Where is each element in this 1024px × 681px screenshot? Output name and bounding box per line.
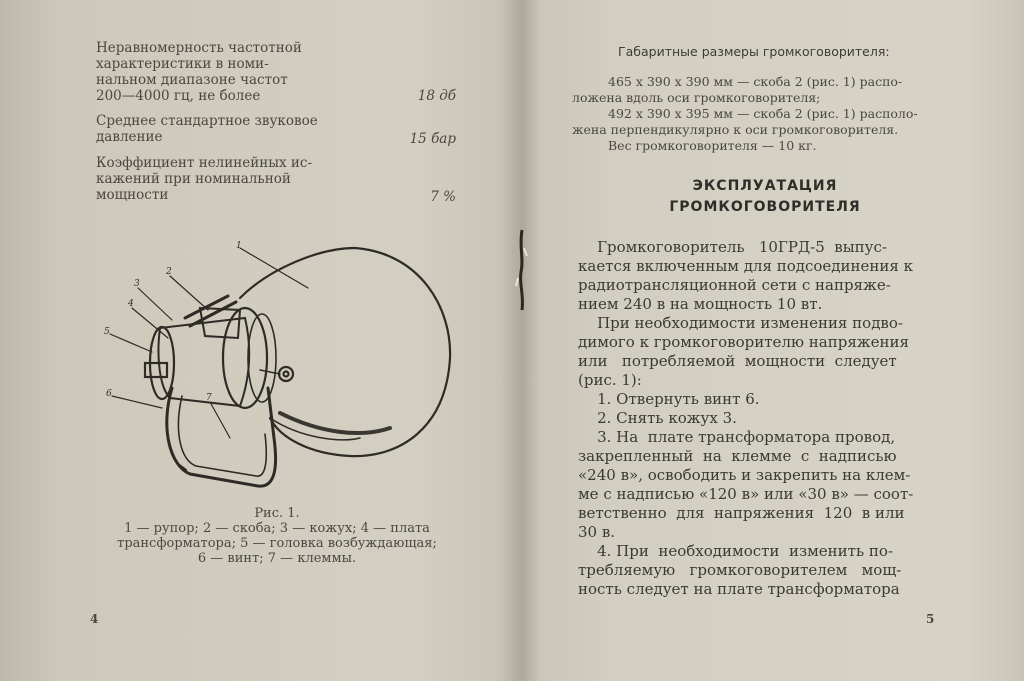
operation-instructions [578,238,944,599]
spec-distortion [96,155,456,205]
body-line: При необходимости изменения подво- [578,314,903,332]
body-line: димого к громкоговорителю напряжения [578,333,909,351]
callout-number: 1 [236,241,242,251]
body-line: «240 в», освободить и закрепить на клем- [578,466,911,484]
body-line: ность следует на плате трансформатора [578,580,900,598]
spec-value: 7 % [430,189,456,205]
dimensions-text [572,74,944,154]
callout-number: 6 [106,389,112,399]
spec-frequency-unevenness [96,40,456,104]
caption-line: 1 — рупор; 2 — скоба; 3 — кожух; 4 — плата [124,521,430,536]
body-line: нием 240 в на мощность 10 вт. [578,295,823,313]
spec-value: 18 дб [417,88,456,104]
body-line: кается включенным для подсоединения к [578,257,913,275]
section-title-line: ГРОМКОГОВОРИТЕЛЯ [669,199,861,215]
spec-sound-pressure [96,113,456,147]
body-line: 3. На плате трансформатора провод, [578,428,896,446]
body-line: 1. Отвернуть винт 6. [578,390,760,408]
page-number-left: 4 [90,612,99,626]
dimensions-line: 465 x 390 x 390 мм — скоба 2 (рис. 1) распо- [608,74,903,89]
body-line: закрепленный на клемме с надписью [578,447,897,465]
body-line: ме с надписью «120 в» или «30 в» — соот- [578,485,914,503]
book-gutter [500,0,540,681]
dimensions-heading: Габаритные размеры громкоговорителя: [618,44,890,59]
body-line: 30 в. [578,523,616,541]
dimensions-line: 492 x 390 x 395 мм — скоба 2 (рис. 1) располо- [608,106,918,121]
dimensions-line: жена перпендикулярно к оси громкоговорителя. [572,122,899,137]
body-line: 2. Снять кожух 3. [578,409,737,427]
body-line: или потребляемой мощности следует [578,352,897,370]
loudspeaker-illustration [90,238,460,498]
callout-number: 5 [104,327,110,337]
page-number-right: 5 [926,612,935,626]
spec-label: Неравномерность частотной характеристики в номи- нальном диапазоне частот 200—4000 гц, не более [96,40,302,104]
callout-number: 4 [128,299,134,309]
staple [515,228,529,312]
section-title-line: ЭКСПЛУАТАЦИЯ [692,178,838,194]
body-line: (рис. 1): [578,371,642,389]
dimensions-line: ложена вдоль оси громкоговорителя; [572,90,821,105]
spec-value: 15 бар [409,131,456,147]
body-line: ветственно для напряжения 120 в или [578,504,905,522]
callout-number: 2 [166,267,172,277]
caption-title: Рис. 1. [254,506,300,521]
callout-number: 7 [206,393,212,403]
callout-number: 3 [134,279,140,289]
caption-line: трансформатора; 5 — головка возбуждающая; [117,536,437,551]
spec-label: Среднее стандартное звуковое давление [96,113,318,145]
body-line: 4. При необходимости изменить по- [578,542,894,560]
body-line: требляемую громкоговорителем мощ- [578,561,902,579]
caption-line: 6 — винт; 7 — клеммы. [197,551,357,566]
body-line: Громкоговоритель 10ГРД-5 выпус- [578,238,887,256]
dimensions-line: Вес громкоговорителя — 10 кг. [608,138,817,153]
spec-label: Коэффициент нелинейных ис- кажений при номинальной мощности [96,155,313,203]
figure-caption [92,506,462,566]
body-line: радиотрансляционной сети с напряже- [578,276,891,294]
section-title [640,176,890,218]
